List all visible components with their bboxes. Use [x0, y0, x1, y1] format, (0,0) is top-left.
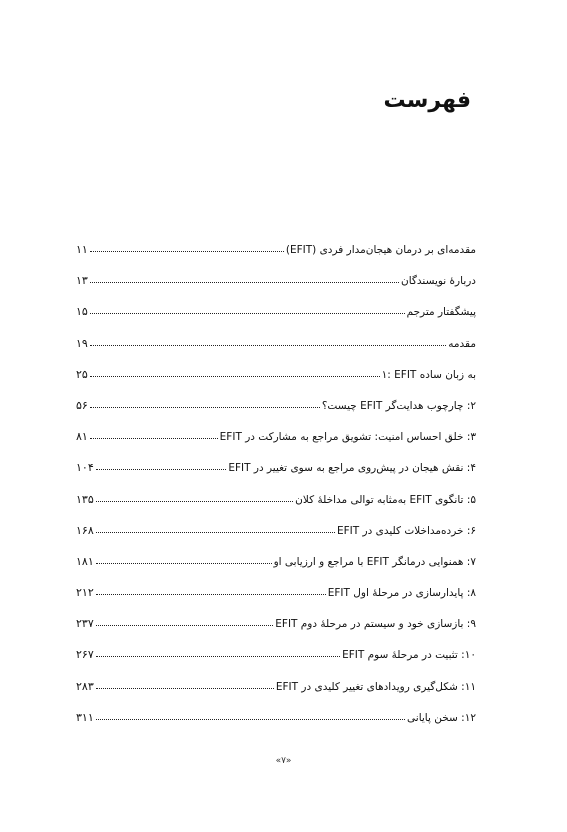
toc-dot-leader — [90, 303, 405, 314]
toc-entry-page-number: ۳۱۱ — [76, 710, 94, 724]
page-title: فهرست — [383, 88, 471, 113]
toc-entry[interactable] — [76, 304, 476, 335]
toc-entry-page-number: ۱۸۱ — [76, 554, 94, 568]
toc-entry[interactable] — [76, 647, 476, 678]
toc-entry-page-number: ۲۸۳ — [76, 679, 94, 693]
toc-dot-leader — [90, 241, 284, 252]
toc-entry-page-number: ۲۳۷ — [76, 617, 94, 631]
toc-dot-leader — [96, 709, 405, 720]
toc-entry-page-number: ۱۳ — [76, 274, 88, 288]
toc-entry-page-number: ۱۵ — [76, 305, 88, 319]
toc-entry[interactable] — [76, 585, 476, 616]
toc-entry[interactable] — [76, 398, 476, 429]
toc-entry-title: مقدمه‌ای بر درمان هیجان‌مدار فردی (EFIT) — [285, 244, 476, 256]
toc-entry-title: ۴: نقش هیجان در پیش‌روی مراجع به سوی تغییر در EFIT — [228, 462, 476, 475]
toc-entry-title: ۱۲: سخن پایانی — [407, 711, 476, 724]
toc-entry-title: ۸: پایدارسازی در مرحلهٔ اول EFIT — [327, 587, 476, 600]
toc-entry[interactable] — [76, 429, 476, 460]
toc-entry-title: ۹: بازسازی خود و سیستم در مرحلهٔ دوم EFIT — [275, 618, 476, 631]
toc-entry-title: ۳: خلق احساس امنیت: تشویق مراجع به مشارکت در EFIT — [219, 431, 476, 444]
toc-dot-leader — [96, 584, 326, 595]
table-of-contents — [76, 242, 476, 741]
toc-entry[interactable] — [76, 554, 476, 585]
toc-entry-title: ۶: خرده‌مداخلات کلیدی در EFIT — [337, 524, 476, 537]
toc-entry[interactable] — [76, 492, 476, 523]
toc-entry-page-number: ۱۶۸ — [76, 523, 94, 537]
toc-dot-leader — [96, 646, 340, 657]
toc-dot-leader — [96, 678, 274, 689]
toc-entry-title: پیشگفتار مترجم — [406, 306, 476, 319]
toc-entry-page-number: ۱۰۴ — [76, 461, 94, 475]
toc-entry[interactable] — [76, 523, 476, 554]
toc-entry[interactable] — [76, 679, 476, 710]
toc-entry-page-number: ۱۹ — [76, 336, 88, 350]
toc-entry[interactable] — [76, 616, 476, 647]
toc-dot-leader — [96, 615, 274, 626]
toc-entry[interactable] — [76, 710, 476, 741]
toc-entry[interactable] — [76, 367, 476, 398]
toc-dot-leader — [90, 428, 218, 439]
toc-entry-title: ۱: EFIT به زبان ساده — [381, 368, 476, 381]
toc-entry-title: مقدمه — [448, 337, 476, 350]
toc-entry[interactable] — [76, 336, 476, 367]
toc-entry[interactable] — [76, 242, 476, 273]
toc-entry-title: دربارهٔ نویسندگان — [400, 275, 476, 288]
toc-entry[interactable] — [76, 273, 476, 304]
toc-entry-title: ۲: چارچوب هدایت‌گر EFIT چیست؟ — [321, 399, 476, 412]
toc-dot-leader — [90, 366, 380, 377]
toc-dot-leader — [90, 397, 320, 408]
toc-entry-page-number: ۸۱ — [76, 430, 88, 444]
toc-entry-page-number: ۲۶۷ — [76, 648, 94, 662]
toc-entry-page-number: ۱۳۵ — [76, 492, 94, 506]
toc-entry-page-number: ۱۱ — [76, 243, 88, 256]
toc-dot-leader — [90, 272, 399, 283]
toc-entry-page-number: ۵۶ — [76, 398, 88, 412]
toc-entry-page-number: ۲۵ — [76, 367, 88, 381]
toc-entry-page-number: ۲۱۲ — [76, 586, 94, 600]
footer-page-number: «۷» — [275, 756, 292, 766]
toc-dot-leader — [96, 522, 335, 533]
toc-dot-leader — [96, 491, 293, 502]
toc-entry-title: ۵: تانگوی EFIT به‌مثابه توالی مداخلهٔ کلان — [295, 493, 476, 506]
toc-dot-leader — [90, 335, 446, 346]
toc-dot-leader — [96, 459, 227, 470]
toc-dot-leader — [96, 553, 272, 564]
toc-entry[interactable] — [76, 460, 476, 491]
toc-entry-title: ۱۱: شکل‌گیری رویدادهای تغییر کلیدی در EFIT — [275, 680, 476, 693]
toc-entry-title: ۷: همنوایی درمانگر EFIT با مراجع و ارزیابی او — [273, 555, 476, 568]
toc-entry-title: ۱۰: تثبیت در مرحلهٔ سوم EFIT — [342, 649, 476, 662]
